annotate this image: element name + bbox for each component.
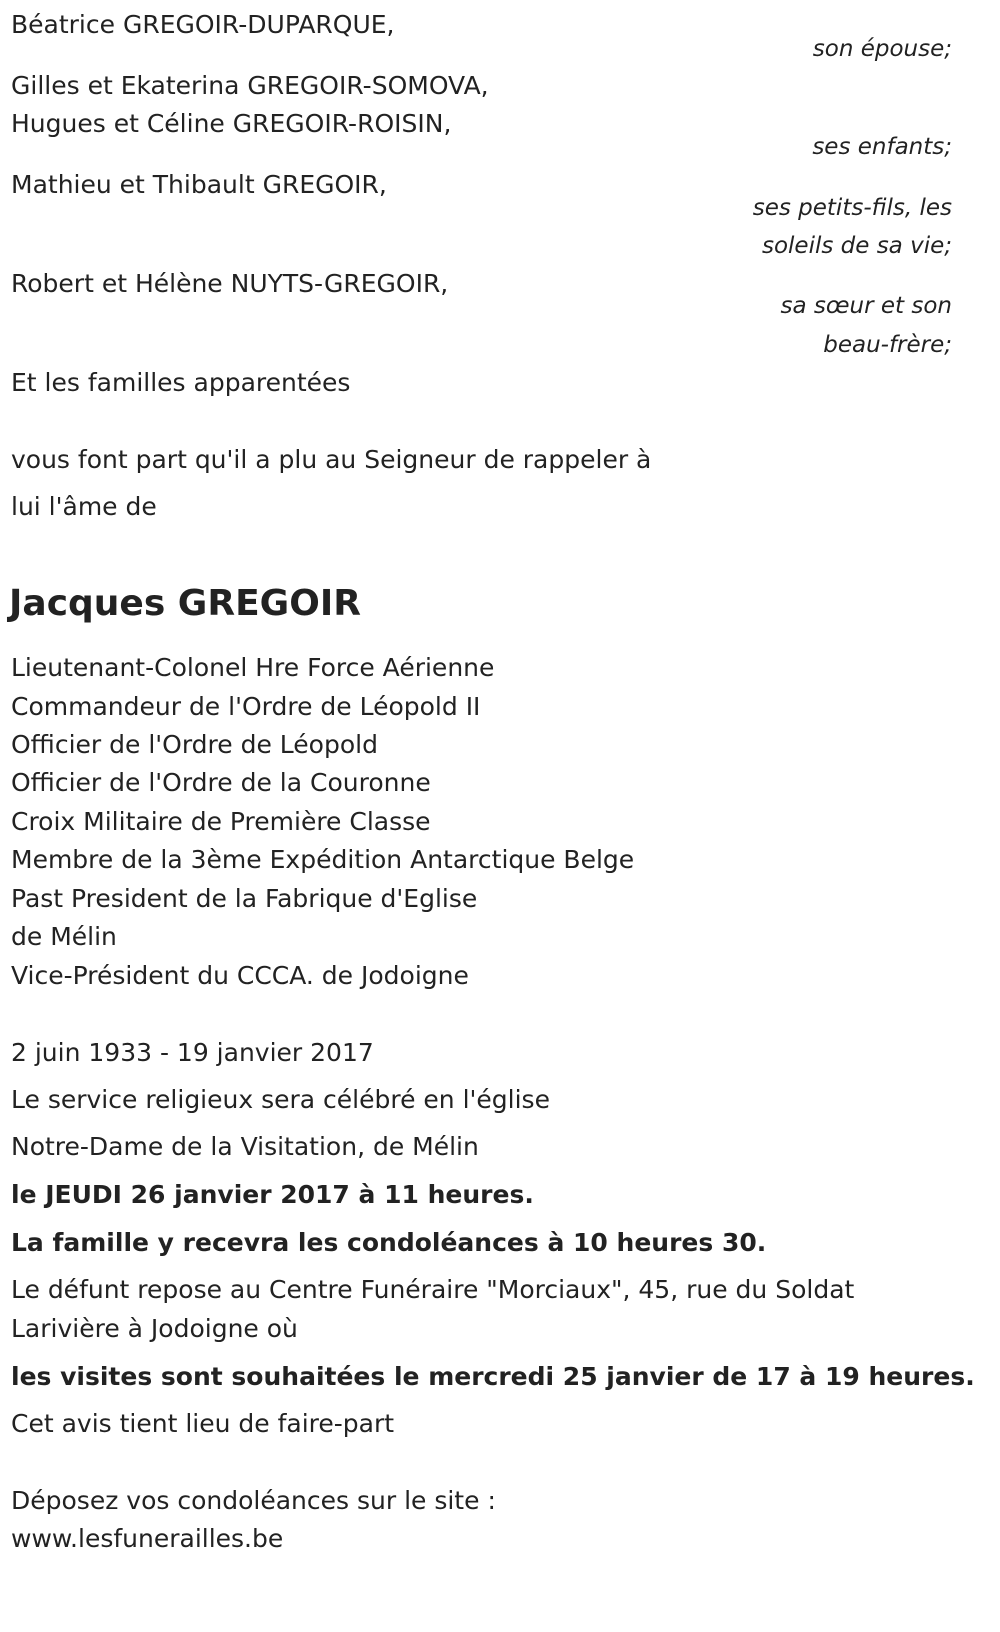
website-link[interactable]: www.lesfunerailles.be [11, 1524, 284, 1553]
title-line: Officier de l'Ordre de Léopold [11, 730, 378, 759]
title-line: de Mélin [11, 922, 117, 951]
title-line: Past President de la Fabrique d'Eglise [11, 884, 478, 913]
announcement-line-1: vous font part qu'il a plu au Seigneur de rappeler à [11, 445, 652, 474]
announcement-line-2: lui l'âme de [11, 492, 157, 521]
spouse-role: son épouse; [812, 36, 952, 62]
notice-line: Cet avis tient lieu de faire-part [11, 1409, 395, 1438]
relatives-line: Et les familles apparentées [11, 368, 351, 397]
title-line: Lieutenant-Colonel Hre Force Aérienne [11, 653, 495, 682]
deceased-name: Jacques GREGOIR [9, 583, 361, 624]
life-dates: 2 juin 1933 - 19 janvier 2017 [11, 1038, 374, 1067]
service-line-2: Notre-Dame de la Visitation, de Mélin [11, 1132, 479, 1161]
title-line: Vice-Président du CCCA. de Jodoigne [11, 961, 469, 990]
title-line: Croix Militaire de Première Classe [11, 807, 431, 836]
children-line-2: Hugues et Céline GREGOIR-ROISIN, [11, 109, 452, 138]
grandchildren-role-line-1: ses petits-fils, les [752, 195, 952, 221]
condolences-time: La famille y recevra les condoléances à 10 heures 30. [11, 1228, 767, 1257]
rest-line-1: Le défunt repose au Centre Funéraire "Morciaux", 45, rue du Soldat [11, 1275, 855, 1304]
title-line: Officier de l'Ordre de la Couronne [11, 768, 431, 797]
spouse-name: Béatrice GREGOIR-DUPARQUE, [11, 10, 395, 39]
grandchildren-role-line-2: soleils de sa vie; [761, 233, 952, 259]
sibling-role-line-1: sa sœur et son [780, 293, 952, 319]
service-datetime: le JEUDI 26 janvier 2017 à 11 heures. [11, 1180, 534, 1209]
service-line-1: Le service religieux sera célébré en l'église [11, 1085, 550, 1114]
visits-line: les visites sont souhaitées le mercredi 25 janvier de 17 à 19 heures. [11, 1362, 975, 1391]
sibling-role-line-2: beau-frère; [823, 332, 952, 358]
children-role: ses enfants; [812, 134, 952, 160]
footer-line: Déposez vos condoléances sur le site : [11, 1486, 496, 1515]
children-line-1: Gilles et Ekaterina GREGOIR-SOMOVA, [11, 71, 489, 100]
title-line: Membre de la 3ème Expédition Antarctique Belge [11, 845, 635, 874]
title-line: Commandeur de l'Ordre de Léopold II [11, 692, 481, 721]
sibling-name: Robert et Hélène NUYTS-GREGOIR, [11, 269, 449, 298]
rest-line-2: Larivière à Jodoigne où [11, 1314, 298, 1343]
grandchildren-name: Mathieu et Thibault GREGOIR, [11, 170, 387, 199]
